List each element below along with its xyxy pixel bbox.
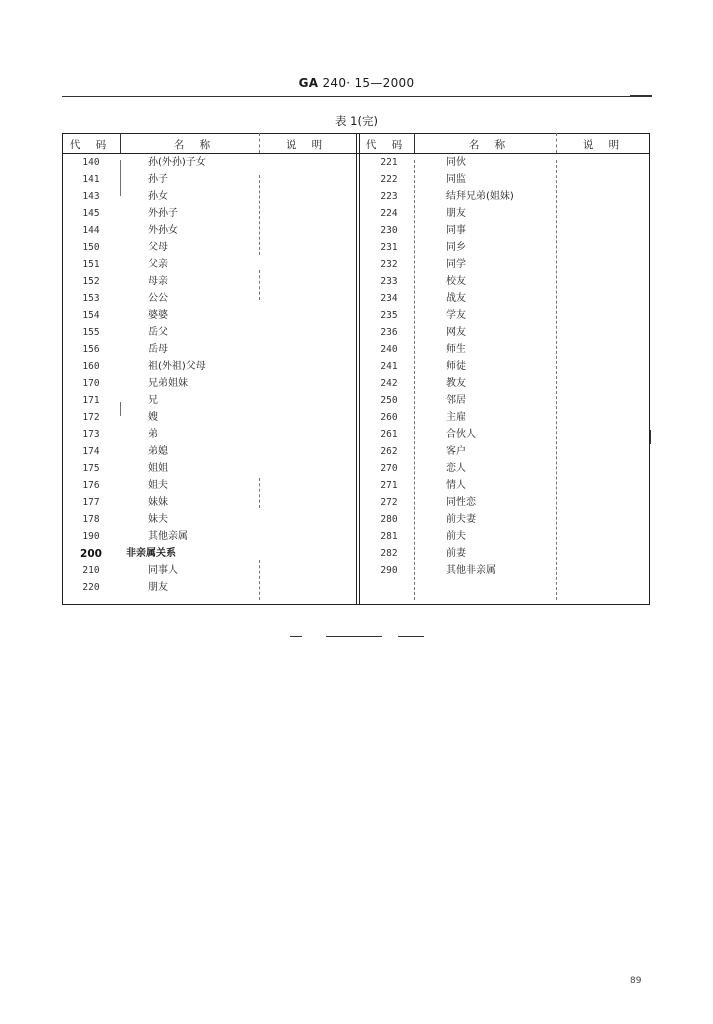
row-code: 152 xyxy=(82,276,100,287)
table-center-divider xyxy=(356,133,360,605)
row-code: 140 xyxy=(82,157,100,168)
column-divider-mark xyxy=(259,175,261,255)
row-code: 153 xyxy=(82,293,100,304)
row-code: 173 xyxy=(82,429,100,440)
row-name: 主雇 xyxy=(446,412,466,423)
header-code-left: 代 码 xyxy=(69,139,113,151)
row-code: 232 xyxy=(380,259,398,270)
header-name-right: 名 称 xyxy=(468,139,512,151)
row-code: 242 xyxy=(380,378,398,389)
row-code: 241 xyxy=(380,361,398,372)
row-name: 前妻 xyxy=(446,548,466,559)
row-code: 231 xyxy=(380,242,398,253)
row-name: 公公 xyxy=(148,293,168,304)
row-name: 师徒 xyxy=(446,361,466,372)
row-code: 150 xyxy=(82,242,100,253)
row-name: 师生 xyxy=(446,344,466,355)
header-note-left: 说 明 xyxy=(285,139,329,151)
row-code: 175 xyxy=(82,463,100,474)
row-name: 父母 xyxy=(148,242,168,253)
row-name: 兄弟姐妹 xyxy=(148,378,188,389)
row-code: 234 xyxy=(380,293,398,304)
row-code: 174 xyxy=(82,446,100,457)
header-name-left: 名 称 xyxy=(173,139,217,151)
column-divider-mark xyxy=(120,402,121,416)
row-code: 151 xyxy=(82,259,100,270)
row-code: 262 xyxy=(380,446,398,457)
row-code: 261 xyxy=(380,429,398,440)
row-code: 240 xyxy=(380,344,398,355)
row-name: 弟 xyxy=(148,429,158,440)
row-name: 非亲属关系 xyxy=(126,548,176,559)
row-code: 235 xyxy=(380,310,398,321)
row-name: 同事人 xyxy=(148,565,178,576)
row-code: 155 xyxy=(82,327,100,338)
row-name: 恋人 xyxy=(446,463,466,474)
row-code: 230 xyxy=(380,225,398,236)
row-code: 190 xyxy=(82,531,100,542)
row-code: 156 xyxy=(82,344,100,355)
row-code: 210 xyxy=(82,565,100,576)
row-name: 邻居 xyxy=(446,395,466,406)
row-name: 客户 xyxy=(446,446,466,457)
column-divider-mark xyxy=(259,270,261,300)
row-name: 校友 xyxy=(446,276,466,287)
standard-code xyxy=(0,76,713,90)
row-code: 170 xyxy=(82,378,100,389)
row-code: 176 xyxy=(82,480,100,491)
row-code: 178 xyxy=(82,514,100,525)
row-name: 战友 xyxy=(446,293,466,304)
row-name: 外孙女 xyxy=(148,225,178,236)
row-code: 290 xyxy=(380,565,398,576)
column-divider-mark xyxy=(120,160,121,196)
row-code: 272 xyxy=(380,497,398,508)
row-name: 岳父 xyxy=(148,327,168,338)
header-divider xyxy=(556,133,558,153)
row-code: 171 xyxy=(82,395,100,406)
row-code: 144 xyxy=(82,225,100,236)
header-code-right: 代 码 xyxy=(365,139,409,151)
row-code: 281 xyxy=(380,531,398,542)
row-name: 前夫 xyxy=(446,531,466,542)
row-code: 282 xyxy=(380,548,398,559)
row-code: 250 xyxy=(380,395,398,406)
row-name: 婆婆 xyxy=(148,310,168,321)
row-code: 224 xyxy=(380,208,398,219)
header-divider xyxy=(120,133,121,153)
row-name: 姐姐 xyxy=(148,463,168,474)
column-divider-mark xyxy=(556,160,558,600)
header-rule xyxy=(62,96,652,97)
column-divider-mark xyxy=(650,430,651,444)
row-code: 223 xyxy=(380,191,398,202)
row-name: 同监 xyxy=(446,174,466,185)
page-number: 89 xyxy=(630,976,642,986)
row-code: 221 xyxy=(380,157,398,168)
standard-prefix: GA xyxy=(298,76,319,90)
row-name: 其他非亲属 xyxy=(446,565,496,576)
row-name: 岳母 xyxy=(148,344,168,355)
row-code: 145 xyxy=(82,208,100,219)
table-title: 表 1(完) xyxy=(335,114,378,128)
row-name: 妹妹 xyxy=(148,497,168,508)
row-name: 同学 xyxy=(446,259,466,270)
row-code: 220 xyxy=(82,582,100,593)
row-name: 同性恋 xyxy=(446,497,476,508)
header-divider xyxy=(259,133,261,153)
row-name: 同伙 xyxy=(446,157,466,168)
row-code: 200 xyxy=(80,548,102,560)
row-name: 姐夫 xyxy=(148,480,168,491)
row-name: 其他亲属 xyxy=(148,531,188,542)
row-code: 172 xyxy=(82,412,100,423)
row-name: 弟媳 xyxy=(148,446,168,457)
row-name: 孙(外孙)子女 xyxy=(148,157,206,168)
row-code: 177 xyxy=(82,497,100,508)
row-code: 271 xyxy=(380,480,398,491)
footer-rule xyxy=(398,636,424,637)
row-name: 朋友 xyxy=(148,582,168,593)
row-name: 孙女 xyxy=(148,191,168,202)
row-name: 网友 xyxy=(446,327,466,338)
row-code: 280 xyxy=(380,514,398,525)
row-name: 同乡 xyxy=(446,242,466,253)
row-name: 外孙子 xyxy=(148,208,178,219)
row-code: 236 xyxy=(380,327,398,338)
row-code: 143 xyxy=(82,191,100,202)
row-name: 合伙人 xyxy=(446,429,476,440)
row-name: 兄 xyxy=(148,395,158,406)
row-name: 教友 xyxy=(446,378,466,389)
footer-rule xyxy=(326,636,382,637)
row-code: 233 xyxy=(380,276,398,287)
standard-number: 240· 15—2000 xyxy=(322,76,415,90)
row-name: 父亲 xyxy=(148,259,168,270)
row-code: 141 xyxy=(82,174,100,185)
row-code: 270 xyxy=(380,463,398,474)
row-code: 260 xyxy=(380,412,398,423)
row-name: 前夫妻 xyxy=(446,514,476,525)
row-code: 154 xyxy=(82,310,100,321)
row-name: 嫂 xyxy=(148,412,158,423)
header-rule-accent xyxy=(630,95,652,97)
header-divider xyxy=(414,133,415,153)
column-divider-mark xyxy=(259,478,261,508)
column-divider-mark xyxy=(259,560,261,600)
row-name: 学友 xyxy=(446,310,466,321)
row-name: 结拜兄弟(姐妹) xyxy=(446,191,514,202)
row-code: 160 xyxy=(82,361,100,372)
row-code: 222 xyxy=(380,174,398,185)
row-name: 孙子 xyxy=(148,174,168,185)
footer-rule xyxy=(290,636,302,637)
row-name: 妹夫 xyxy=(148,514,168,525)
row-name: 母亲 xyxy=(148,276,168,287)
row-name: 朋友 xyxy=(446,208,466,219)
header-note-right: 说 明 xyxy=(582,139,626,151)
row-name: 同事 xyxy=(446,225,466,236)
row-name: 祖(外祖)父母 xyxy=(148,361,206,372)
row-name: 情人 xyxy=(446,480,466,491)
